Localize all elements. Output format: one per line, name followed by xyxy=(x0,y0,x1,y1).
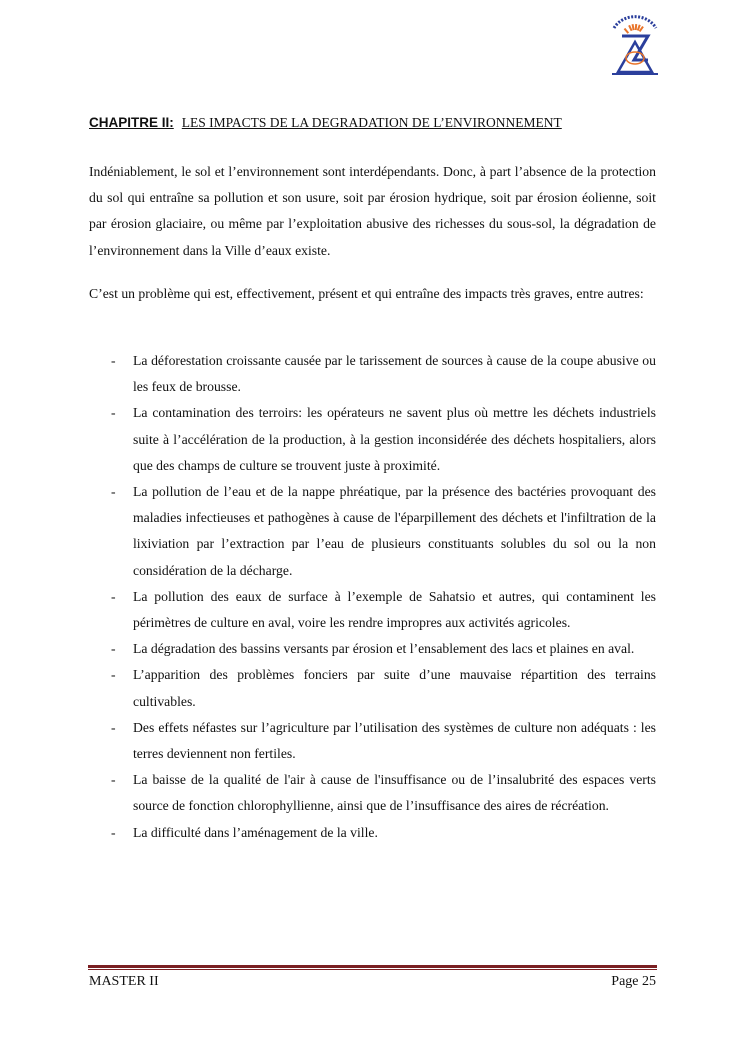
list-item xyxy=(89,662,656,714)
list-item xyxy=(89,584,656,636)
bullet-dash: - xyxy=(111,405,116,421)
footer-rule-thick xyxy=(88,965,657,968)
problem-paragraph: C’est un problème qui est, effectivement, présent et qui entraîne des impacts très graves, entre autres: xyxy=(89,286,644,301)
bullet-dash: - xyxy=(111,588,116,604)
list-item-text: La pollution de l’eau et de la nappe phréatique, par la présence des bactéries provoquant des maladies infectieuses et pathogènes à cause de l'éparpillement des déchets et l'infiltration de la lixiviation par l’extraction par l’eau de plusieurs constituants solubles du sol ou la non considération de la décharge. xyxy=(133,484,656,578)
list-item-text: La difficulté dans l’aménagement de la ville. xyxy=(133,824,378,840)
bullet-dash: - xyxy=(111,719,116,735)
chapter-label: CHAPITRE II: xyxy=(89,115,174,130)
list-item-text: La baisse de la qualité de l'air à cause de l'insuffisance ou de l’insalubrité des espaces verts source de fonction chlorophyllienne, ainsi que de l’insuffisance des aires de récréation. xyxy=(133,772,656,814)
list-item xyxy=(89,400,656,479)
bullet-dash: - xyxy=(111,824,116,840)
bullet-dash: - xyxy=(111,484,116,500)
impacts-list xyxy=(89,348,656,846)
footer-degree: MASTER II xyxy=(89,974,159,989)
intro-paragraph: Indéniablement, le sol et l’environnement sont interdépendants. Donc, à part l’absence de la protection du sol qui entraîne sa pollution et son usure, soit par érosion hydrique, soit par érosion éolienne, soit par érosion glaciaire, ou même par l’exploitation abusive des richesses du sous-sol, la dégradation de l’environnement dans la Ville d’eaux existe. xyxy=(89,164,656,258)
page-number: 25 xyxy=(642,974,656,989)
footer-rule-thin xyxy=(88,969,657,970)
list-item xyxy=(89,479,656,584)
list-item xyxy=(89,715,656,767)
university-logo xyxy=(604,14,666,78)
chapter-title: LES IMPACTS DE LA DEGRADATION DE L’ENVIRONNEMENT xyxy=(181,115,562,130)
list-item-text: La dégradation des bassins versants par érosion et l’ensablement des lacs et plaines en aval. xyxy=(133,641,635,657)
list-item xyxy=(89,767,656,819)
bullet-dash: - xyxy=(111,353,116,368)
chapter-heading xyxy=(89,115,659,131)
list-item-text: La contamination des terroirs: les opérateurs ne savent plus où mettre les déchets industriels suite à l’accélération de la production, à la gestion inconsidérée des déchets hospitaliers, alors que des champs de culture se trouvent juste à proximité. xyxy=(133,405,656,473)
list-item-text: La déforestation croissante causée par le tarissement de sources à cause de la coupe abusive ou les feux de brousse. xyxy=(133,353,656,395)
bullet-dash: - xyxy=(111,772,116,788)
list-item xyxy=(89,820,656,846)
list-item-text: L’apparition des problèmes fonciers par suite d’une mauvaise répartition des terrains cultivables. xyxy=(133,667,656,709)
bullet-dash: - xyxy=(111,641,116,657)
list-item-text: La pollution des eaux de surface à l’exemple de Sahatsio et autres, qui contaminent les périmètres de culture en aval, voire les rendre impropres aux activités agricoles. xyxy=(133,588,656,631)
list-item xyxy=(89,348,656,400)
list-item-text: Des effets néfastes sur l’agriculture par l’utilisation des systèmes de culture non adéquats : les terres deviennent non fertiles. xyxy=(133,719,656,762)
bullet-dash: - xyxy=(111,667,116,683)
logo-emblem-icon xyxy=(604,14,666,78)
footer-page xyxy=(611,974,656,990)
list-item xyxy=(89,636,656,662)
page-label: Page xyxy=(611,974,639,989)
